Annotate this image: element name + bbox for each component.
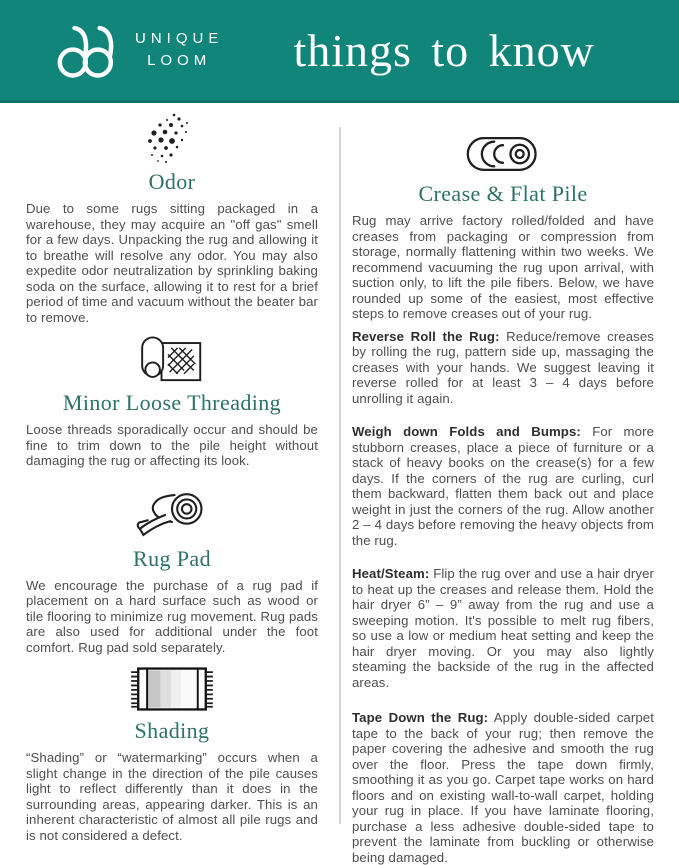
odor-specks-icon <box>143 112 201 164</box>
section-body-crease: Rug may arrive factory rolled/folded and have creases from packaging or compression from storage, normally flattening within two weeks. We recommend vacuuming the rug upon arrival, with suction only, to lift the pile fibers. Below, we have rounded up some of the easiest, most effective steps to remove creases out of your rug. <box>352 213 654 321</box>
tip-body-weigh-down: For more stubborn creases, place a piece of furniture or a stack of heavy books on the crease(s) for a few days. If the corners of the rug are curling, curl them backward, flatten them back out and place weight in just the corners of the rug. Allow another 2 – 4 days before removing the heavy objects from the rug. <box>352 424 655 548</box>
section-title-crease: Crease & Flat Pile <box>418 181 588 206</box>
brand-line1: UNIQUE <box>135 30 224 48</box>
rolled-rug-corner-icon <box>136 335 208 385</box>
tip-label-heat-steam: Heat/Steam: <box>352 566 430 581</box>
right-column <box>352 118 654 865</box>
brand-logo <box>54 20 223 80</box>
tip-body-tape-down: Apply double-sided carpet tape to the back of your rug; then remove the paper covering the adhesive and smooth the rug over the floor. Press the tape down firmly, smoothing it as you go. Carpet tape works on hard floors and on existing wall-to-wall carpet, holding your rug in place. If you have laminate flooring, purchase a less adhesive double-sided tape to prevent the laminate from buckling or otherwise being damaged. <box>352 710 654 865</box>
brand-line2: LOOM <box>147 52 212 69</box>
brand-name <box>135 28 223 72</box>
tip-label-weigh-down: Weigh down Folds and Bumps: <box>352 424 581 439</box>
section-title-shading: Shading <box>134 718 210 743</box>
tip-body-reverse-roll: Reduce/remove creases by rolling the rug, pattern side up, massaging the creases with your hands. We suggest leaving it reverse rolled for at least 3 – 4 days before unrolling it again. <box>352 328 654 406</box>
fringed-rug-icon <box>129 665 215 713</box>
tip-heat-steam <box>352 566 654 690</box>
section-title-threading: Minor Loose Threading <box>62 390 282 415</box>
section-body-odor: Due to some rugs sitting packaged in a warehouse, they may acquire an "off gas" smell for a few days. Unpacking the rug and allowing it to breathe will resolve any odor. You may also expedite odor neutralization by sprinkling baking soda on the surface, allowing it to rest for a brief period of time and vacuum without the beater bar to remove. <box>26 201 318 325</box>
tip-weigh-down <box>352 424 654 548</box>
tip-label-reverse-roll: Reverse Roll the Rug: <box>352 328 500 344</box>
section-odor <box>26 112 318 325</box>
unique-loom-logo-icon <box>54 20 122 80</box>
section-body-threading: Loose threads sporadically occur and should be fine to trim down to the pile height without damaging the rug or affecting its look. <box>26 422 318 468</box>
column-divider <box>339 127 341 824</box>
tip-tape-down <box>352 710 654 865</box>
header-banner <box>0 0 679 103</box>
rolled-rug-side-icon <box>454 132 552 176</box>
tip-label-tape-down: Tape Down the Rug: <box>352 710 489 725</box>
tip-body-heat-steam: Flip the rug over and use a hair dryer to heat up the creases and release them. Hold the hair dryer 6” – 9” away from the rug and use a sweeping motion. It's possible to melt rug fibers, so use a low or medium heat setting and keep the hair dryer moving. Or you may also lightly steaming the backside of the rug in the affected areas. <box>352 566 654 690</box>
section-title-rug-pad: Rug Pad <box>133 545 211 571</box>
section-shading <box>26 665 318 843</box>
tip-reverse-roll <box>352 329 654 407</box>
section-title-odor: Odor <box>148 169 196 194</box>
page-title: things to know <box>293 24 595 76</box>
rug-pad-roll-icon <box>131 489 213 541</box>
section-rug-pad <box>26 489 318 656</box>
section-body-rug-pad: We encourage the purchase of a rug pad if placement on a hard surface such as wood or tile flooring to minimize rug movement. Rug pads are also used for additional under the foot comfort. Rug pad sold separately. <box>26 577 318 655</box>
section-threading <box>26 335 318 469</box>
section-crease <box>352 132 654 322</box>
left-column <box>26 112 318 843</box>
section-body-shading: “Shading” or “watermarking” occurs when a slight change in the direction of the pile causes light to reflect differently than it does in the surrounding areas, appearing darker. This is an inherent characteristic of almost all pile rugs and is not considered a defect. <box>26 750 318 843</box>
